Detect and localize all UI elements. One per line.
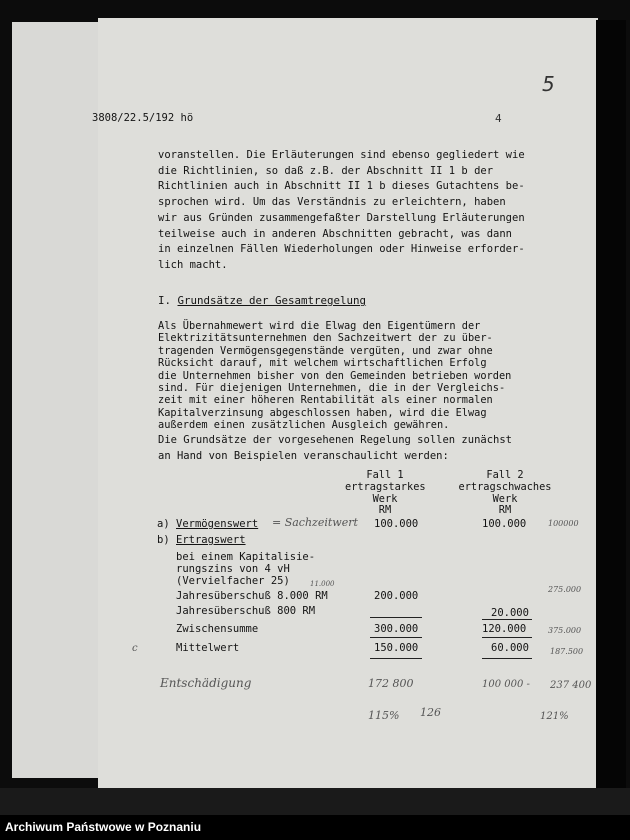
column-header-line: RM: [498, 504, 512, 517]
intro-line: lich macht.: [158, 258, 228, 271]
handwritten-sachzeitwert: = Sachzeitwert: [272, 516, 358, 529]
column-header-line: Fall 1: [366, 469, 404, 481]
intro-line: in einzelnen Fällen Wiederholungen oder Hinweise erforder-: [158, 243, 525, 256]
section-line: tragenden Vermögensgegenstände vergüten, und zwar ohne: [158, 344, 493, 357]
handwritten-11000: 11.000: [310, 580, 335, 588]
principles-paragraph: [158, 432, 512, 464]
underline-mean-fall-2: [482, 637, 532, 638]
row-b-description-line: rungszins von 4 vH: [176, 563, 290, 575]
underline-total-fall-1: [370, 658, 422, 659]
row-mean-value-fall-2: 60.000: [491, 642, 529, 654]
handwritten-375000: 375.000: [548, 626, 582, 635]
row-b-prefix: b): [157, 534, 170, 546]
document-reference: 3808/22.5/192 hö: [92, 112, 194, 124]
intro-line: die Richtlinien, so daß z.B. der Abschnitt II 1 b der: [158, 164, 494, 177]
section-line: Kapitalverzinsung abgeschlossen haben, wird die Elwag: [158, 406, 487, 419]
column-header-line: Fall 2: [486, 469, 524, 481]
section-line: die Unternehmen bisher von den Gemeinden betrieben worden: [158, 369, 512, 382]
previous-page-edge: [12, 22, 101, 778]
handwritten-mark-c: c: [132, 643, 138, 654]
section-line: Elektrizitätsunternehmen den Sachzeitwert der zu über-: [158, 332, 493, 345]
page-number-handwritten: 5: [542, 72, 555, 96]
handwritten-sum-3: 237 400: [550, 680, 592, 691]
row-annual-surplus-2-value: 20.000: [491, 607, 529, 619]
intro-line: teilweise auch in anderen Abschnitten gebracht, was dann: [158, 227, 513, 240]
section-title: Grundsätze der Gesamtregelung: [177, 294, 367, 307]
row-a-label: Vermögenswert: [176, 518, 259, 530]
handwritten-100000: 100000: [548, 519, 579, 528]
principles-line: an Hand von Beispielen veranschaulicht werden:: [158, 450, 449, 462]
column-header-line: Werk: [492, 492, 518, 505]
underline-mean-fall-1: [370, 637, 422, 638]
section-line: Als Übernahmewert wird die Elwag den Eigentümern der: [158, 320, 481, 332]
column-header-line: RM: [378, 504, 392, 517]
handwritten-percent-1: 115%: [368, 709, 400, 722]
row-annual-surplus-2-label: Jahresüberschuß 800 RM: [176, 605, 316, 617]
column-header-line: ertragschwaches: [458, 480, 552, 493]
row-a-value-fall-2: 100.000: [482, 518, 527, 530]
section-heading: [158, 294, 366, 307]
section-number: I.: [158, 294, 172, 307]
row-mean-value-fall-1: 150.000: [374, 642, 419, 654]
principles-line: Die Grundsätze der vorgesehenen Regelung sollen zunächst: [158, 434, 513, 446]
section-line: sind. Für diejenigen Unternehmen, die in der Vergleichs-: [158, 382, 506, 395]
row-mean-label: Mittelwert: [176, 642, 240, 654]
row-a-value-fall-1: 100.000: [374, 518, 419, 530]
column-header-line: Werk: [372, 492, 398, 505]
intro-line: voranstellen. Die Erläuterungen sind ebenso gegliedert wie: [158, 149, 525, 161]
intro-line: Richtlinien auch in Abschnitt II 1 b dieses Gutachtens be-: [158, 180, 525, 193]
handwritten-187500: 187.500: [550, 647, 584, 656]
handwritten-sum-fall-1: 172 800: [368, 677, 414, 690]
row-b-description-line: bei einem Kapitalisie-: [176, 551, 316, 563]
row-b-label: Ertragswert: [176, 534, 246, 546]
handwritten-percent-2: 126: [420, 706, 441, 719]
archive-footer: Archiwum Państwowe w Poznaniu: [0, 815, 630, 840]
underline-total-fall-2: [482, 658, 532, 659]
row-a-prefix: a): [157, 518, 170, 530]
intro-paragraph: [158, 148, 525, 274]
underline-subtotal-fall-1: [370, 617, 422, 618]
section-line: Rücksicht darauf, mit welchem wirtschaftlichen Erfolg: [158, 357, 487, 370]
section-paragraph: [158, 320, 511, 432]
handwritten-275000: 275.000: [548, 585, 582, 594]
top-mark: 4: [495, 112, 502, 125]
row-b-description: [176, 551, 315, 587]
handwritten-entschaedigung: Entschädigung: [160, 676, 252, 690]
column-header-line: ertragstarkes: [345, 480, 426, 493]
row-subtotal-label: Zwischensumme: [176, 623, 259, 635]
column-header-fall-2: [455, 470, 555, 517]
row-annual-surplus-1-label: Jahresüberschuß 8.000 RM: [176, 590, 328, 602]
intro-line: sprochen wird. Um das Verständnis zu erleichtern, haben: [158, 196, 506, 209]
handwritten-percent-3: 121%: [540, 711, 569, 722]
handwritten-sum-fall-2: 100 000 -: [482, 679, 530, 690]
section-line: außerdem einen zusätzlichen Ausgleich gewähren.: [158, 419, 450, 432]
row-b-description-line: (Vervielfacher 25): [176, 575, 290, 587]
scan-border-right: [596, 20, 626, 790]
intro-line: wir aus Gründen zusammengefaßter Darstellung Erläuterungen: [158, 211, 525, 224]
row-subtotal-value-fall-1: 300.000: [374, 623, 419, 635]
section-line: zeit mit einer höheren Rentabilität als einer normalen: [158, 394, 493, 407]
row-subtotal-value-fall-2: 120.000: [482, 623, 527, 635]
column-header-fall-1: [345, 470, 425, 517]
row-annual-surplus-1-value: 200.000: [374, 590, 419, 602]
scan-border-bottom: [0, 788, 630, 815]
underline-subtotal-fall-2: [482, 619, 532, 620]
